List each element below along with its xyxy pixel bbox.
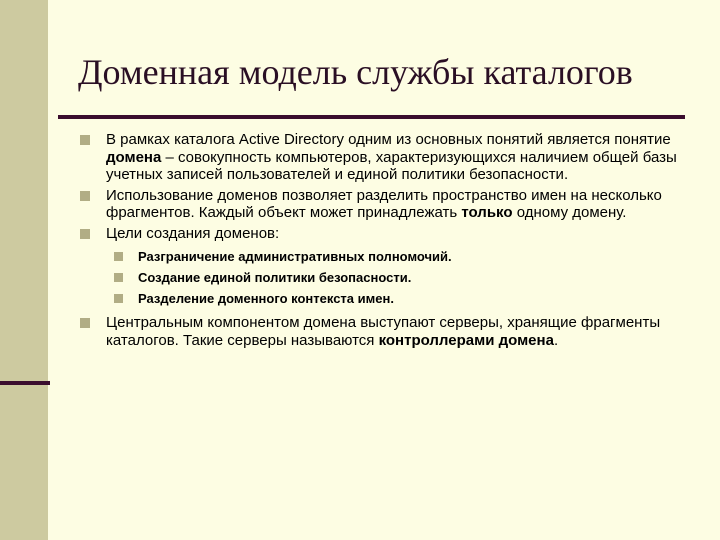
sub-bullet-text: Разделение доменного контекста имен. bbox=[138, 291, 394, 306]
sub-bullet-square-icon bbox=[114, 294, 123, 303]
bullet-text-bold: только bbox=[461, 204, 513, 221]
bullet-square-icon bbox=[80, 318, 90, 328]
bullet-item bbox=[80, 314, 695, 349]
bullet-item bbox=[80, 131, 695, 184]
bullet-item bbox=[80, 187, 695, 222]
bullet-text bbox=[106, 314, 695, 349]
title-divider bbox=[58, 115, 685, 119]
slide-content bbox=[80, 131, 695, 352]
bullet-text-part: В рамках каталога Active Directory одним из основных понятий является понятие bbox=[106, 131, 671, 148]
sub-bullet-item bbox=[80, 291, 695, 307]
slide-title: Доменная модель службы каталогов bbox=[78, 52, 633, 92]
bullet-text bbox=[106, 187, 695, 222]
bullet-square-icon bbox=[80, 229, 90, 239]
bullet-text: Цели создания доменов: bbox=[106, 224, 280, 242]
bullet-text-part: Использование доменов позволяет разделить пространство имен на несколько фрагментов. Каждый объект может принадлежать bbox=[106, 186, 662, 221]
bullet-text-bold: домена bbox=[106, 148, 162, 166]
bullet-text-part: одному домену. bbox=[512, 204, 627, 221]
bullet-text-part: . bbox=[553, 331, 559, 349]
sub-bullet-item bbox=[80, 249, 695, 265]
sub-bullet-text: Создание единой политики безопасности. bbox=[138, 270, 412, 285]
bullet-text bbox=[106, 131, 695, 184]
sub-bullet-square-icon bbox=[114, 273, 123, 282]
bullet-text-part: – совокупность компьютеров, характеризующихся наличием общей базы учетных записей пользователей и единой политики безопасности. bbox=[106, 148, 677, 183]
bullet-item bbox=[80, 225, 695, 243]
bullet-square-icon bbox=[80, 135, 90, 145]
bullet-square-icon bbox=[80, 191, 90, 201]
bullet-text-bold: контроллерами домена bbox=[378, 331, 554, 349]
sub-bullet-square-icon bbox=[114, 252, 123, 261]
side-band-divider bbox=[0, 381, 50, 385]
bullet-text-part: Центральным компонентом домена выступают серверы, хранящие фрагменты каталогов. Такие серверы называются bbox=[106, 314, 661, 349]
sub-bullet-text: Разграничение административных полномочий. bbox=[138, 249, 452, 264]
sub-bullet-item bbox=[80, 270, 695, 286]
side-band bbox=[0, 0, 48, 540]
